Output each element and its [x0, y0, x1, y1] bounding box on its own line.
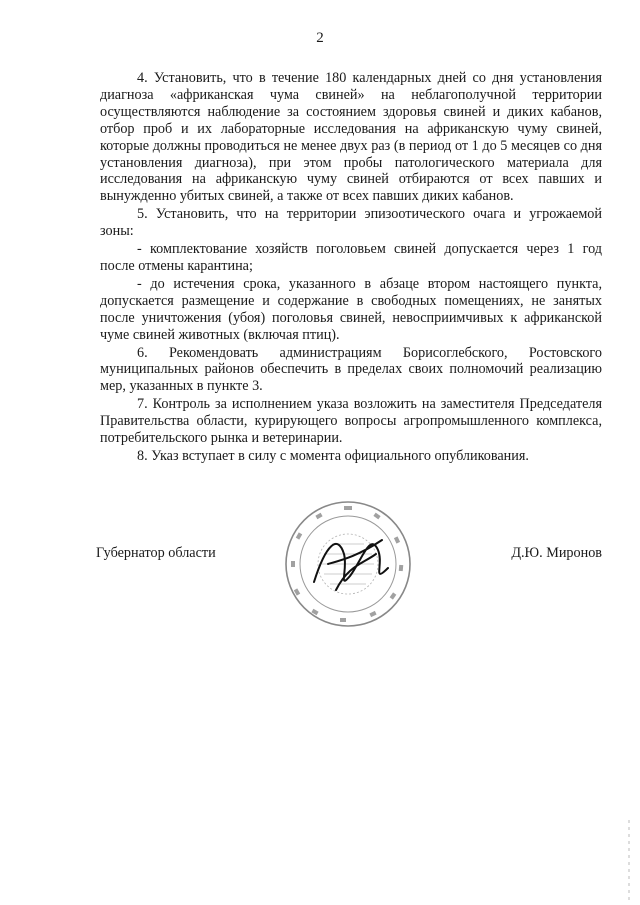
paragraph-7: 7. Контроль за исполнением указа возложить на заместителя Председателя Правительства области, курирующего вопросы агропромышленного комплекса, потребительского рынка и ветеринарии.: [100, 396, 602, 447]
paragraph-5-item-1: - комплектование хозяйств поголовьем свиней допускается через 1 год после отмены карантина;: [100, 241, 602, 274]
official-seal-stamp: [278, 494, 418, 634]
document-body: [100, 70, 602, 465]
paragraph-5-item-2: - до истечения срока, указанного в абзаце втором настоящего пункта, допускается размещение и содержание в свободных помещениях, не занятых после уничтожения (убоя) поголовья свиней, невосприимчивых к африканской чуме свиней животных (включая птиц).: [100, 275, 602, 343]
paragraph-4: 4. Установить, что в течение 180 календарных дней со дня установления диагноза «африканская чума свиней» на неблагополучной территории осуществляются наблюдение за состоянием здоровья свиней и диких кабанов, отбор проб и их лабораторные исследования на африканскую чуму свиней, которые должны проводиться не менее двух раз (в период от 1 до 5 месяцев со дня установления диагноза), при этом пробы патологического материала для исследования на африканскую чуму свиней отбираются от всех павших и вынужденно убитых свиней, а также от всех павших диких кабанов.: [100, 70, 602, 205]
signatory-title: Губернатор области: [96, 545, 216, 561]
handwritten-signature: [314, 540, 388, 590]
paragraph-8: 8. Указ вступает в силу с момента официального опубликования.: [137, 447, 529, 464]
paragraph-6: 6. Рекомендовать администрациям Борисоглебского, Ростовского муниципальных районов обеспечить в пределах своих полномочий реализацию мер, указанных в пункте 3.: [100, 344, 602, 395]
paragraph-5: 5. Установить, что на территории эпизоотического очага и угрожаемой зоны:: [100, 206, 602, 240]
scan-edge-mark: [624, 820, 634, 900]
signatory-name: Д.Ю. Миронов: [511, 545, 602, 561]
page-number: 2: [316, 30, 324, 46]
